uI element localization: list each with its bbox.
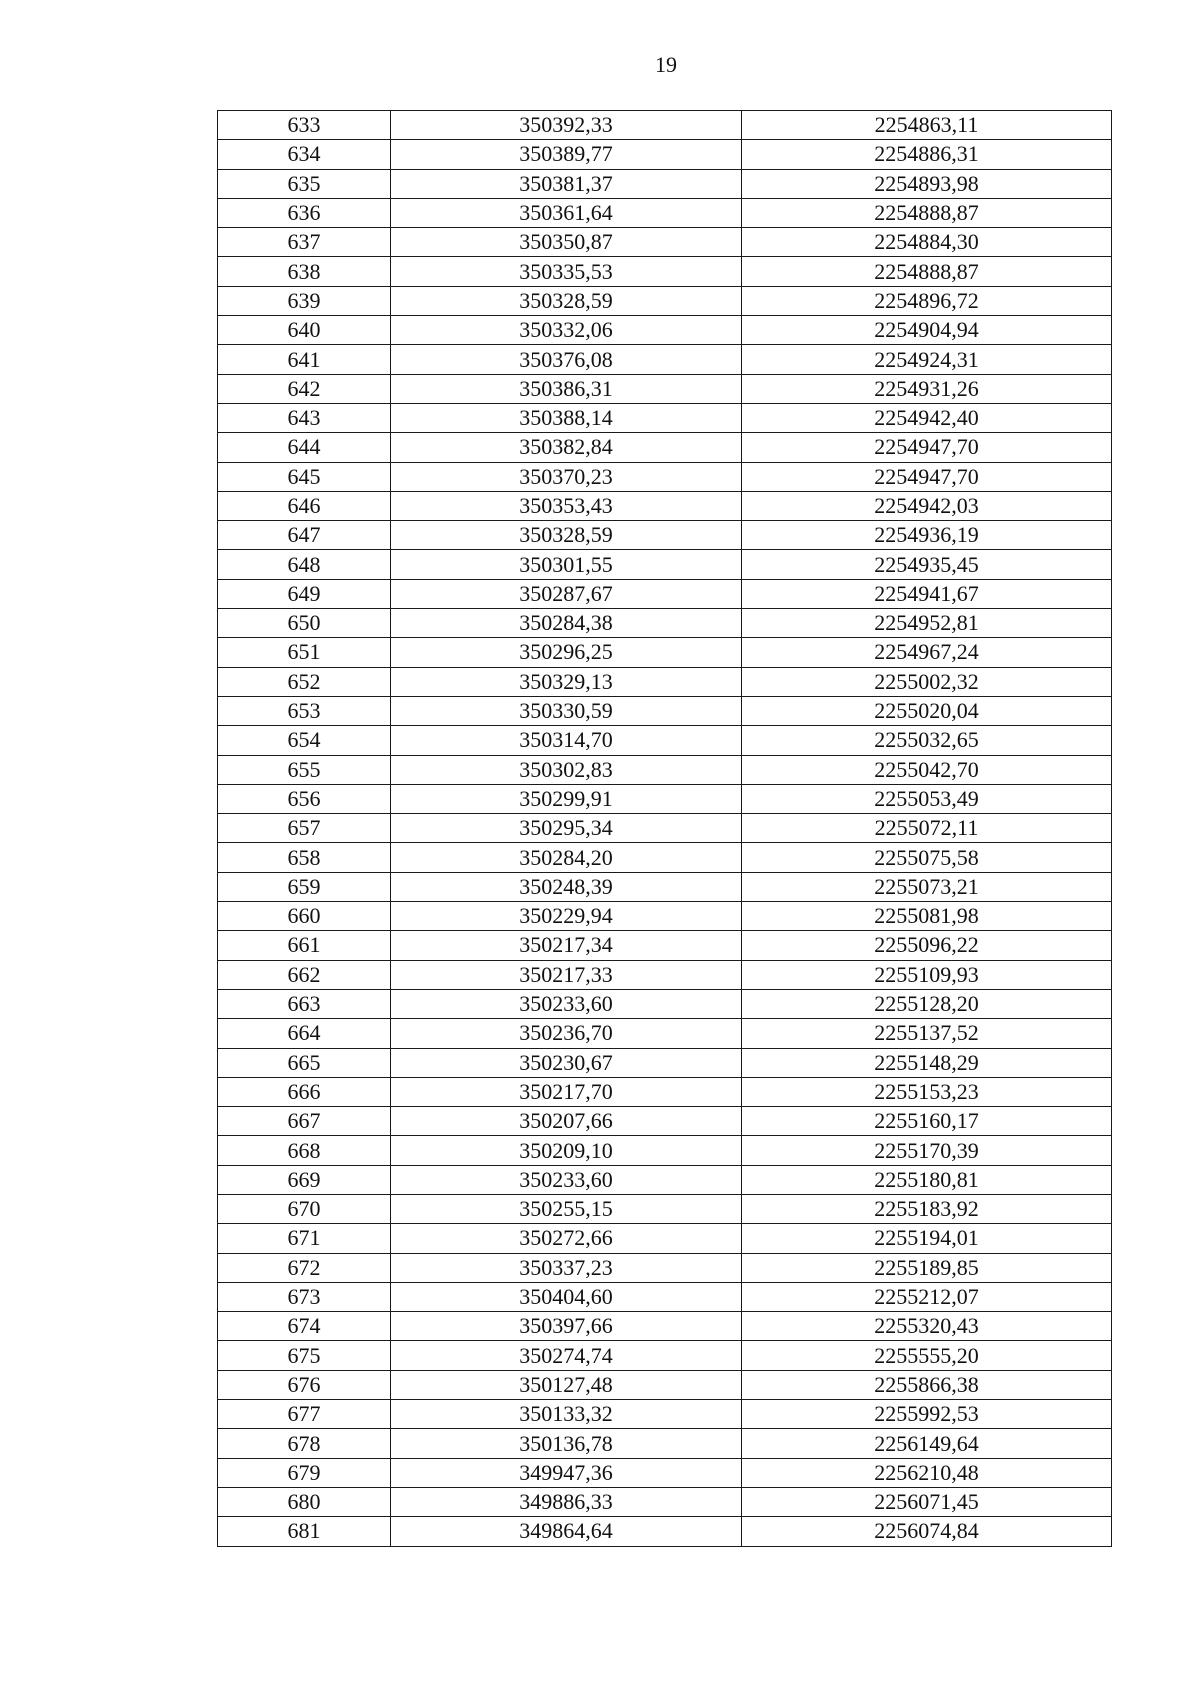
table-row	[218, 872, 1112, 901]
y-coordinate-cell: 2255042,70	[742, 755, 1112, 784]
point-number-cell: 676	[218, 1370, 391, 1399]
x-coordinate-cell: 350353,43	[391, 491, 742, 520]
point-number-cell: 644	[218, 433, 391, 462]
y-coordinate-cell: 2254886,31	[742, 140, 1112, 169]
table-row	[218, 491, 1112, 520]
table-row	[218, 286, 1112, 315]
table-row	[218, 1400, 1112, 1429]
point-number-cell: 670	[218, 1194, 391, 1223]
table-row	[218, 1107, 1112, 1136]
x-coordinate-cell: 350233,60	[391, 1165, 742, 1194]
point-number-cell: 652	[218, 667, 391, 696]
x-coordinate-cell: 349864,64	[391, 1517, 742, 1546]
table-row	[218, 1224, 1112, 1253]
x-coordinate-cell: 350229,94	[391, 902, 742, 931]
table-row	[218, 198, 1112, 227]
table-row	[218, 696, 1112, 725]
table-row	[218, 403, 1112, 432]
y-coordinate-cell: 2254863,11	[742, 111, 1112, 140]
table-row	[218, 169, 1112, 198]
y-coordinate-cell: 2254893,98	[742, 169, 1112, 198]
y-coordinate-cell: 2255212,07	[742, 1282, 1112, 1311]
table-row	[218, 140, 1112, 169]
table-row	[218, 1165, 1112, 1194]
y-coordinate-cell: 2254947,70	[742, 462, 1112, 491]
x-coordinate-cell: 350217,34	[391, 931, 742, 960]
point-number-cell: 655	[218, 755, 391, 784]
y-coordinate-cell: 2255072,11	[742, 814, 1112, 843]
table-row	[218, 931, 1112, 960]
x-coordinate-cell: 350388,14	[391, 403, 742, 432]
y-coordinate-cell: 2255081,98	[742, 902, 1112, 931]
y-coordinate-cell: 2255160,17	[742, 1107, 1112, 1136]
x-coordinate-cell: 350207,66	[391, 1107, 742, 1136]
point-number-cell: 633	[218, 111, 391, 140]
point-number-cell: 681	[218, 1517, 391, 1546]
point-number-cell: 646	[218, 491, 391, 520]
table-row	[218, 1487, 1112, 1516]
point-number-cell: 642	[218, 374, 391, 403]
point-number-cell: 637	[218, 228, 391, 257]
x-coordinate-cell: 350376,08	[391, 345, 742, 374]
x-coordinate-cell: 350233,60	[391, 989, 742, 1018]
x-coordinate-cell: 350217,70	[391, 1077, 742, 1106]
point-number-cell: 658	[218, 843, 391, 872]
y-coordinate-cell: 2255096,22	[742, 931, 1112, 960]
y-coordinate-cell: 2254941,67	[742, 579, 1112, 608]
table-row	[218, 228, 1112, 257]
y-coordinate-cell: 2255183,92	[742, 1194, 1112, 1223]
point-number-cell: 639	[218, 286, 391, 315]
y-coordinate-cell: 2256074,84	[742, 1517, 1112, 1546]
point-number-cell: 660	[218, 902, 391, 931]
x-coordinate-cell: 350328,59	[391, 521, 742, 550]
point-number-cell: 640	[218, 316, 391, 345]
point-number-cell: 677	[218, 1400, 391, 1429]
table-row	[218, 1048, 1112, 1077]
x-coordinate-cell: 350127,48	[391, 1370, 742, 1399]
point-number-cell: 661	[218, 931, 391, 960]
y-coordinate-cell: 2254896,72	[742, 286, 1112, 315]
table-row	[218, 1282, 1112, 1311]
y-coordinate-cell: 2254952,81	[742, 609, 1112, 638]
table-row	[218, 1312, 1112, 1341]
point-number-cell: 674	[218, 1312, 391, 1341]
table-row	[218, 843, 1112, 872]
table-row	[218, 433, 1112, 462]
table-row	[218, 1517, 1112, 1546]
table-row	[218, 1370, 1112, 1399]
point-number-cell: 650	[218, 609, 391, 638]
y-coordinate-cell: 2254942,03	[742, 491, 1112, 520]
table-row	[218, 345, 1112, 374]
coordinates-table	[217, 110, 1112, 1547]
y-coordinate-cell: 2255075,58	[742, 843, 1112, 872]
table-row	[218, 960, 1112, 989]
x-coordinate-cell: 350287,67	[391, 579, 742, 608]
table-row	[218, 638, 1112, 667]
point-number-cell: 678	[218, 1429, 391, 1458]
y-coordinate-cell: 2255148,29	[742, 1048, 1112, 1077]
table-row	[218, 755, 1112, 784]
point-number-cell: 665	[218, 1048, 391, 1077]
point-number-cell: 663	[218, 989, 391, 1018]
table-row	[218, 1019, 1112, 1048]
table-row	[218, 111, 1112, 140]
x-coordinate-cell: 350337,23	[391, 1253, 742, 1282]
point-number-cell: 657	[218, 814, 391, 843]
y-coordinate-cell: 2254924,31	[742, 345, 1112, 374]
y-coordinate-cell: 2254967,24	[742, 638, 1112, 667]
y-coordinate-cell: 2255866,38	[742, 1370, 1112, 1399]
table-row	[218, 814, 1112, 843]
point-number-cell: 653	[218, 696, 391, 725]
y-coordinate-cell: 2256149,64	[742, 1429, 1112, 1458]
table-row	[218, 1429, 1112, 1458]
y-coordinate-cell: 2255109,93	[742, 960, 1112, 989]
point-number-cell: 664	[218, 1019, 391, 1048]
y-coordinate-cell: 2254936,19	[742, 521, 1112, 550]
point-number-cell: 656	[218, 784, 391, 813]
x-coordinate-cell: 350255,15	[391, 1194, 742, 1223]
table-row	[218, 1253, 1112, 1282]
x-coordinate-cell: 350274,74	[391, 1341, 742, 1370]
y-coordinate-cell: 2255555,20	[742, 1341, 1112, 1370]
y-coordinate-cell: 2255170,39	[742, 1136, 1112, 1165]
table-row	[218, 726, 1112, 755]
x-coordinate-cell: 350404,60	[391, 1282, 742, 1311]
point-number-cell: 662	[218, 960, 391, 989]
x-coordinate-cell: 350370,23	[391, 462, 742, 491]
point-number-cell: 636	[218, 198, 391, 227]
table-row	[218, 579, 1112, 608]
x-coordinate-cell: 350209,10	[391, 1136, 742, 1165]
table-row	[218, 1341, 1112, 1370]
point-number-cell: 651	[218, 638, 391, 667]
y-coordinate-cell: 2254904,94	[742, 316, 1112, 345]
point-number-cell: 643	[218, 403, 391, 432]
y-coordinate-cell: 2255180,81	[742, 1165, 1112, 1194]
page-number: 19	[655, 52, 677, 77]
point-number-cell: 673	[218, 1282, 391, 1311]
y-coordinate-cell: 2255128,20	[742, 989, 1112, 1018]
x-coordinate-cell: 350136,78	[391, 1429, 742, 1458]
point-number-cell: 647	[218, 521, 391, 550]
x-coordinate-cell: 350382,84	[391, 433, 742, 462]
y-coordinate-cell: 2254942,40	[742, 403, 1112, 432]
y-coordinate-cell: 2255032,65	[742, 726, 1112, 755]
x-coordinate-cell: 350397,66	[391, 1312, 742, 1341]
table-row	[218, 1458, 1112, 1487]
table-row	[218, 1136, 1112, 1165]
y-coordinate-cell: 2254947,70	[742, 433, 1112, 462]
point-number-cell: 669	[218, 1165, 391, 1194]
x-coordinate-cell: 350328,59	[391, 286, 742, 315]
point-number-cell: 675	[218, 1341, 391, 1370]
y-coordinate-cell: 2255053,49	[742, 784, 1112, 813]
point-number-cell: 641	[218, 345, 391, 374]
table-row	[218, 1077, 1112, 1106]
x-coordinate-cell: 350230,67	[391, 1048, 742, 1077]
table-row	[218, 1194, 1112, 1223]
x-coordinate-cell: 350314,70	[391, 726, 742, 755]
point-number-cell: 668	[218, 1136, 391, 1165]
point-number-cell: 667	[218, 1107, 391, 1136]
x-coordinate-cell: 350392,33	[391, 111, 742, 140]
x-coordinate-cell: 350296,25	[391, 638, 742, 667]
point-number-cell: 638	[218, 257, 391, 286]
point-number-cell: 671	[218, 1224, 391, 1253]
table-row	[218, 257, 1112, 286]
table-row	[218, 989, 1112, 1018]
table-row	[218, 374, 1112, 403]
point-number-cell: 649	[218, 579, 391, 608]
point-number-cell: 648	[218, 550, 391, 579]
y-coordinate-cell: 2254888,87	[742, 198, 1112, 227]
point-number-cell: 659	[218, 872, 391, 901]
x-coordinate-cell: 350217,33	[391, 960, 742, 989]
x-coordinate-cell: 350381,37	[391, 169, 742, 198]
x-coordinate-cell: 350284,38	[391, 609, 742, 638]
x-coordinate-cell: 350299,91	[391, 784, 742, 813]
table-row	[218, 784, 1112, 813]
table-row	[218, 667, 1112, 696]
table-row	[218, 902, 1112, 931]
x-coordinate-cell: 350295,34	[391, 814, 742, 843]
y-coordinate-cell: 2256071,45	[742, 1487, 1112, 1516]
table-row	[218, 609, 1112, 638]
x-coordinate-cell: 350335,53	[391, 257, 742, 286]
point-number-cell: 679	[218, 1458, 391, 1487]
y-coordinate-cell: 2255194,01	[742, 1224, 1112, 1253]
coordinates-table-body	[218, 111, 1112, 1547]
table-row	[218, 316, 1112, 345]
x-coordinate-cell: 350248,39	[391, 872, 742, 901]
table-row	[218, 550, 1112, 579]
y-coordinate-cell: 2255992,53	[742, 1400, 1112, 1429]
y-coordinate-cell: 2255320,43	[742, 1312, 1112, 1341]
y-coordinate-cell: 2255137,52	[742, 1019, 1112, 1048]
x-coordinate-cell: 350284,20	[391, 843, 742, 872]
x-coordinate-cell: 350302,83	[391, 755, 742, 784]
y-coordinate-cell: 2254884,30	[742, 228, 1112, 257]
y-coordinate-cell: 2254888,87	[742, 257, 1112, 286]
y-coordinate-cell: 2255020,04	[742, 696, 1112, 725]
x-coordinate-cell: 350301,55	[391, 550, 742, 579]
point-number-cell: 635	[218, 169, 391, 198]
x-coordinate-cell: 350332,06	[391, 316, 742, 345]
y-coordinate-cell: 2255002,32	[742, 667, 1112, 696]
x-coordinate-cell: 350133,32	[391, 1400, 742, 1429]
y-coordinate-cell: 2256210,48	[742, 1458, 1112, 1487]
x-coordinate-cell: 350329,13	[391, 667, 742, 696]
point-number-cell: 672	[218, 1253, 391, 1282]
x-coordinate-cell: 350361,64	[391, 198, 742, 227]
table-row	[218, 521, 1112, 550]
x-coordinate-cell: 350272,66	[391, 1224, 742, 1253]
point-number-cell: 654	[218, 726, 391, 755]
y-coordinate-cell: 2254931,26	[742, 374, 1112, 403]
x-coordinate-cell: 350389,77	[391, 140, 742, 169]
x-coordinate-cell: 350236,70	[391, 1019, 742, 1048]
point-number-cell: 666	[218, 1077, 391, 1106]
y-coordinate-cell: 2255189,85	[742, 1253, 1112, 1282]
x-coordinate-cell: 350386,31	[391, 374, 742, 403]
x-coordinate-cell: 350330,59	[391, 696, 742, 725]
point-number-cell: 645	[218, 462, 391, 491]
y-coordinate-cell: 2255073,21	[742, 872, 1112, 901]
x-coordinate-cell: 350350,87	[391, 228, 742, 257]
y-coordinate-cell: 2254935,45	[742, 550, 1112, 579]
x-coordinate-cell: 349947,36	[391, 1458, 742, 1487]
point-number-cell: 680	[218, 1487, 391, 1516]
table-row	[218, 462, 1112, 491]
y-coordinate-cell: 2255153,23	[742, 1077, 1112, 1106]
point-number-cell: 634	[218, 140, 391, 169]
x-coordinate-cell: 349886,33	[391, 1487, 742, 1516]
